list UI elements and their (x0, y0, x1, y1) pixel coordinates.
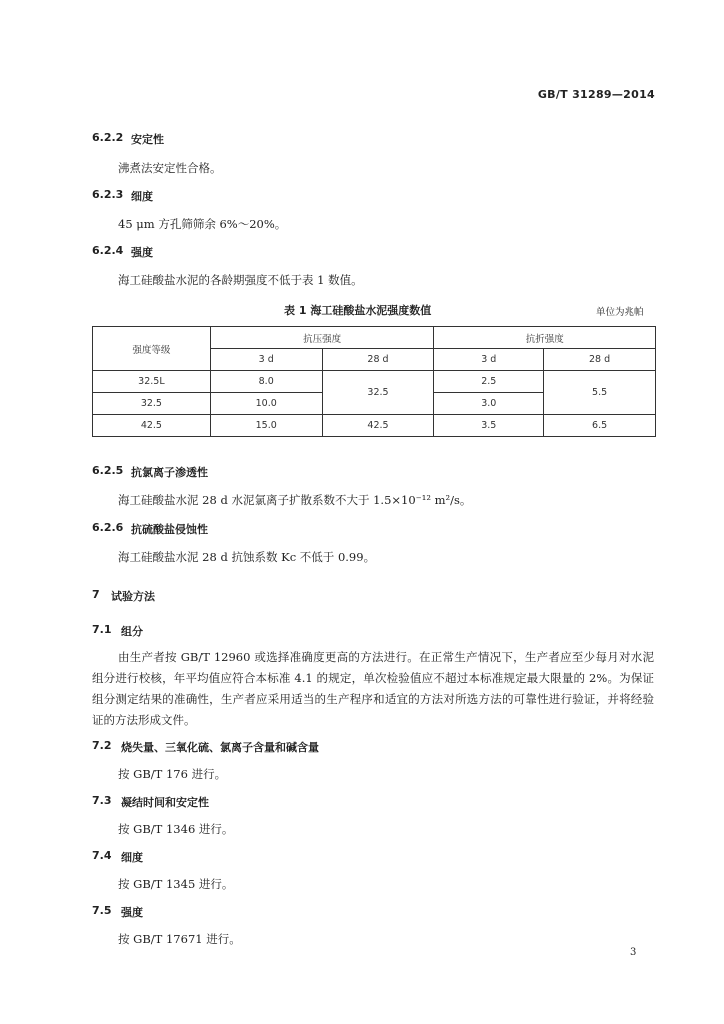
section-number-7: 7 (92, 588, 100, 601)
section-title-7-3: 凝结时间和安定性 (121, 796, 209, 809)
section-number-6-2-4: 6.2.4 (92, 244, 124, 257)
header-flex-28d: 28 d (544, 349, 656, 371)
flex-28d-cell: 6.5 (544, 415, 656, 437)
section-number-6-2-6: 6.2.6 (92, 521, 124, 534)
section-text-6-2-5: 海工硅酸盐水泥 28 d 水泥氯离子扩散系数不大于 1.5×10⁻¹² m²/s。 (118, 493, 472, 507)
section-text-6-2-3: 45 μm 方孔筛筛余 6%～20%。 (118, 217, 287, 231)
header-comp-3d: 3 d (210, 349, 322, 371)
section-title-6-2-2: 安定性 (131, 133, 164, 146)
table-row (93, 415, 656, 437)
grade-cell: 32.5 (93, 393, 211, 415)
table-caption: 表 1 海工硅酸盐水泥强度数值 (284, 304, 432, 317)
flex-28d-cell: 5.5 (544, 371, 656, 415)
page-number: 3 (630, 947, 637, 958)
section-number-7-2: 7.2 (92, 739, 112, 752)
section-text-7-4: 按 GB/T 1345 进行。 (118, 877, 234, 891)
comp-3d-cell: 10.0 (210, 393, 322, 415)
section-title-7: 试验方法 (111, 590, 155, 603)
comp-3d-cell: 15.0 (210, 415, 322, 437)
section-number-7-1: 7.1 (92, 623, 112, 636)
section-title-7-4: 细度 (121, 851, 143, 864)
section-text-7-2: 按 GB/T 176 进行。 (118, 767, 227, 781)
header-flex-3d: 3 d (434, 349, 544, 371)
section-title-7-2: 烧失量、三氧化硫、氯离子含量和碱含量 (121, 741, 319, 754)
section-text-7-5: 按 GB/T 17671 进行。 (118, 932, 241, 946)
section-title-6-2-6: 抗硫酸盐侵蚀性 (131, 523, 208, 536)
section-title-6-2-4: 强度 (131, 246, 153, 259)
grade-cell: 42.5 (93, 415, 211, 437)
comp-28d-cell: 42.5 (322, 415, 434, 437)
flex-3d-cell: 3.0 (434, 393, 544, 415)
section-title-7-1: 组分 (121, 625, 143, 638)
header-flexural-strength: 抗折强度 (434, 327, 656, 349)
header-comp-28d: 28 d (322, 349, 434, 371)
header-strength-grade: 强度等级 (93, 327, 211, 371)
table-row (93, 371, 656, 393)
grade-cell: 32.5L (93, 371, 211, 393)
section-number-6-2-5: 6.2.5 (92, 464, 124, 477)
strength-table (92, 326, 656, 437)
section-text-7-3: 按 GB/T 1346 进行。 (118, 822, 234, 836)
section-title-6-2-5: 抗氯离子渗透性 (131, 466, 208, 479)
section-number-6-2-2: 6.2.2 (92, 131, 124, 144)
section-text-6-2-6: 海工硅酸盐水泥 28 d 抗蚀系数 Kc 不低于 0.99。 (118, 550, 376, 564)
section-title-7-5: 强度 (121, 906, 143, 919)
standard-number: GB/T 31289—2014 (537, 88, 655, 101)
section-text-6-2-4: 海工硅酸盐水泥的各龄期强度不低于表 1 数值。 (118, 273, 363, 287)
header-compressive-strength: 抗压强度 (210, 327, 434, 349)
section-text-6-2-2: 沸煮法安定性合格。 (118, 161, 222, 175)
section-title-6-2-3: 细度 (131, 190, 153, 203)
section-text-7-1: 由生产者按 GB/T 12960 或选择准确度更高的方法进行。在正常生产情况下，生产者应至少每月对水泥组分进行校核，年平均值应符合本标准 4.1 的规定，单次检验值应不超过本标准规定最大限量的 2%。为保证组分测定结果的准确性，生产者应采用适当的生产程序和适宜的方法对所选方法的可靠性进行验证，并将经验证的方法形成文件。 (92, 650, 654, 727)
section-number-7-5: 7.5 (92, 904, 112, 917)
comp-28d-cell: 32.5 (322, 371, 434, 415)
section-number-7-3: 7.3 (92, 794, 112, 807)
flex-3d-cell: 3.5 (434, 415, 544, 437)
table-unit: 单位为兆帕 (596, 307, 644, 318)
section-number-6-2-3: 6.2.3 (92, 188, 124, 201)
flex-3d-cell: 2.5 (434, 371, 544, 393)
comp-3d-cell: 8.0 (210, 371, 322, 393)
section-number-7-4: 7.4 (92, 849, 112, 862)
